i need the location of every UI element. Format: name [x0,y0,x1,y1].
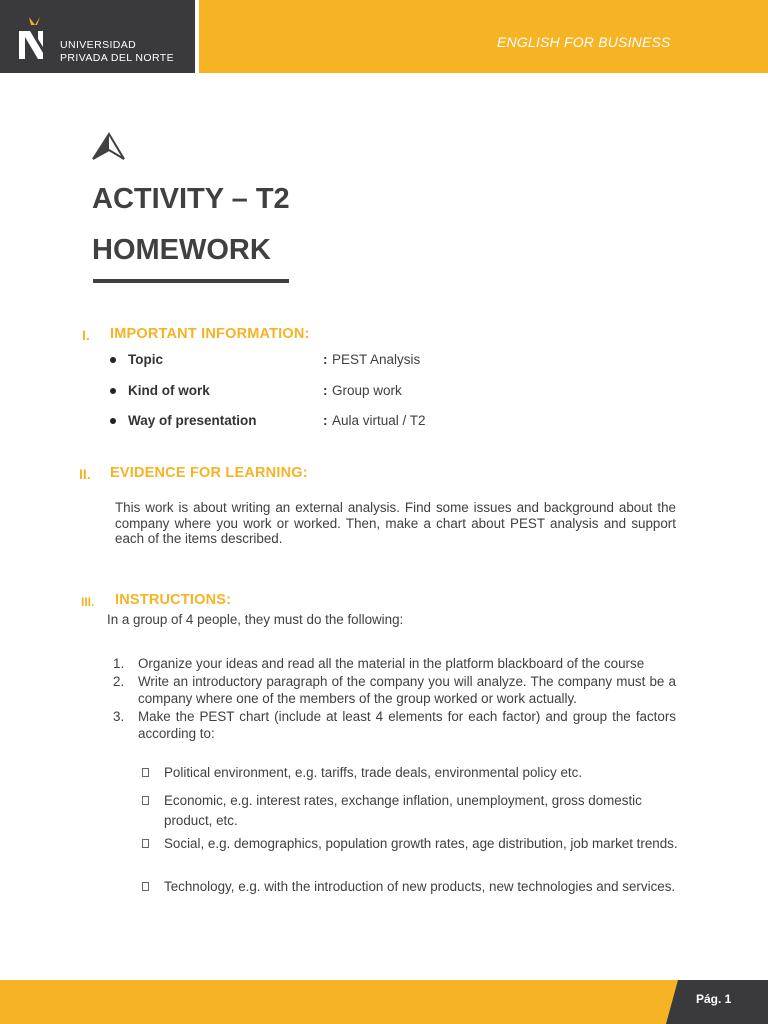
header-logo-panel [0,0,195,73]
section-3-number: III. [81,595,95,609]
document-subtitle: HOMEWORK [92,234,271,266]
info-key: Kind of work [128,383,210,398]
bullet-icon [110,418,116,424]
info-value: PEST Analysis [332,352,421,367]
step-text: Make the PEST chart (include at least 4 elements for each factor) and group the factors according to: [138,708,676,741]
logo-line-1: UNIVERSIDAD [60,39,137,51]
missing-glyph-icon [142,882,149,891]
list-item [113,708,676,743]
bullet-icon [110,357,116,363]
info-value: Aula virtual / T2 [332,413,426,428]
header-banner [199,0,768,73]
section-1-number: I. [82,327,90,343]
info-value: Group work [332,383,402,398]
title-underline [93,279,289,283]
instruction-steps [113,655,676,743]
section-2-number: II. [79,466,91,482]
list-item [113,673,676,708]
logo-text [60,39,174,65]
info-key: Way of presentation [128,413,257,428]
info-item-kind-of-work [110,383,670,401]
section-1-heading: IMPORTANT INFORMATION: [110,326,310,342]
bullet-icon [110,388,116,394]
footer-bar [0,980,768,1024]
step-number: 2. [113,673,125,689]
info-item-topic [110,352,670,370]
missing-glyph-icon [142,768,149,777]
step-text: Write an introductory paragraph of the company you will analyze. The company must be a company where one of the members of the group worked or work actually. [138,673,676,706]
factor-text: Technology, e.g. with the introduction of new products, new technologies and services. [164,879,676,894]
section-3-heading: INSTRUCTIONS: [115,592,232,608]
missing-glyph-icon [142,839,149,848]
missing-glyph-icon [142,796,149,805]
factor-text: Political environment, e.g. tariffs, trade deals, environmental policy etc. [164,765,583,780]
factor-text: Economic, e.g. interest rates, exchange inflation, unemployment, gross domestic product, etc. [164,793,642,828]
course-title: ENGLISH FOR BUSINESS [497,34,671,50]
university-logo-icon [16,17,50,61]
info-item-presentation [110,413,670,431]
info-colon: : [323,352,328,367]
list-item [113,655,676,673]
logo-line-2: PRIVADA DEL NORTE [60,52,174,64]
factor-text: Social, e.g. demographics, population growth rates, age distribution, job market trends. [164,836,678,851]
info-key: Topic [128,352,163,367]
document-title: ACTIVITY – T2 [92,183,290,215]
info-colon: : [323,383,328,398]
info-colon: : [323,413,328,428]
evidence-paragraph: This work is about writing an external analysis. Find some issues and background about the company where you work or worked. Then, make a chart about PEST analysis and support each of the items described. [115,500,676,546]
section-2-heading: EVIDENCE FOR LEARNING: [110,465,308,481]
navigation-arrow-icon [91,132,127,162]
step-number: 3. [113,708,125,724]
page-number: Pág. 1 [696,992,732,1006]
step-text: Organize your ideas and read all the material in the platform blackboard of the course [138,656,645,671]
instructions-intro: In a group of 4 people, they must do the following: [107,612,404,627]
step-number: 1. [113,656,125,671]
